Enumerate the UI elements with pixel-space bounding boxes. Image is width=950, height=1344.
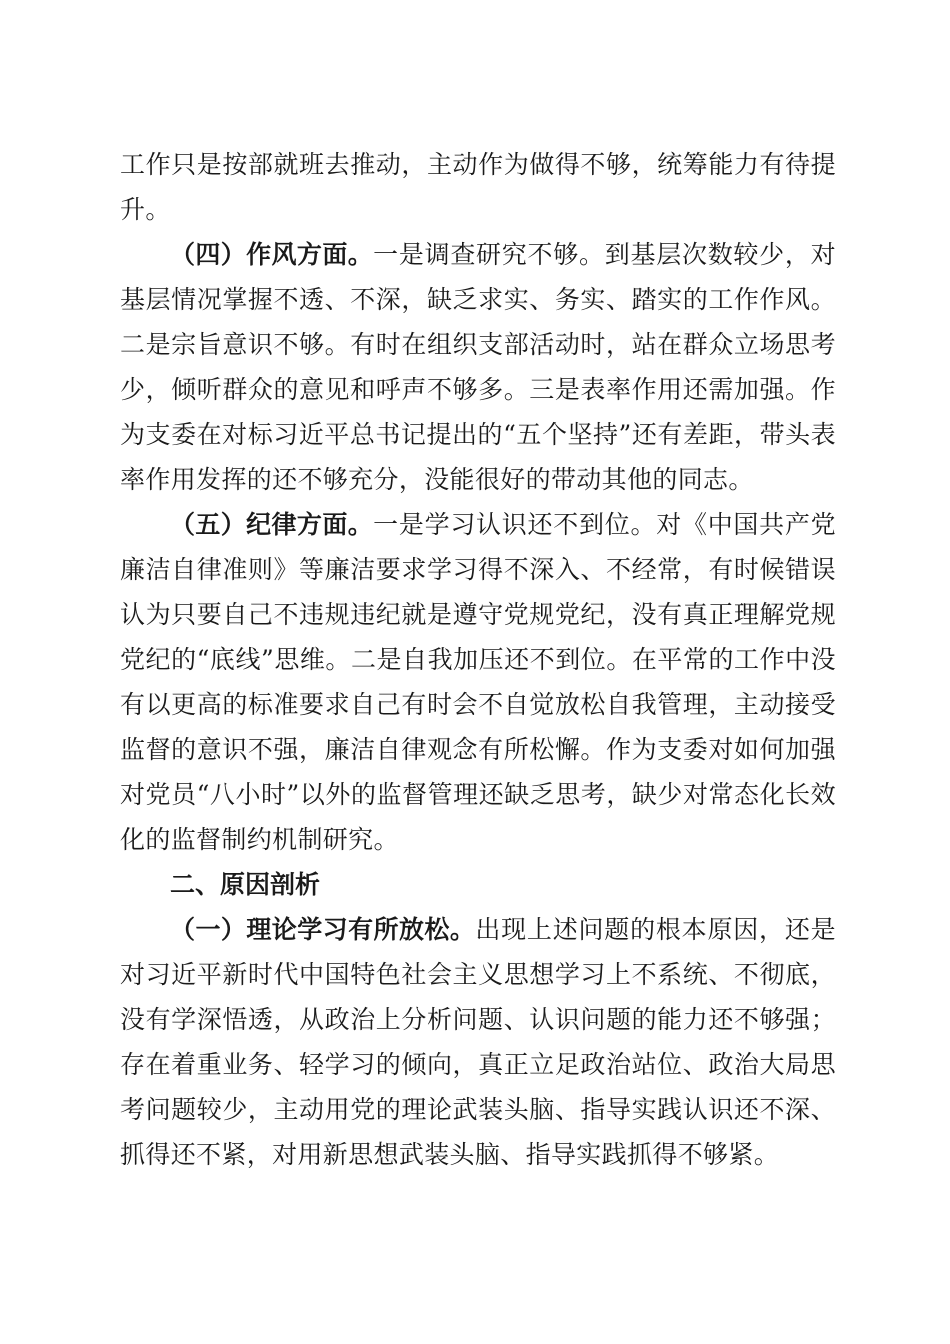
paragraph-lead: （五）纪律方面。 (170, 510, 374, 539)
paragraph-text: 一是调查研究不够。到基层次数较少，对基层情况掌握不透、不深，缺乏求实、务实、踏实的工作作风。二是宗旨意识不够。有时在组织支部活动时，站在群众立场思考少，倾听群众的意见和呼声不够多。三是表率作用还需加强。作为支委在对标习近平总书记提出的“五个坚持”还有差距，带头表率作用发挥的还不够充分，没能很好的带动其他的同志。 (120, 240, 836, 494)
section-heading: 二、原因剖析 (170, 870, 321, 899)
paragraph-discipline (120, 502, 836, 862)
paragraph-continuation (120, 142, 836, 232)
paragraph-lead: （一）理论学习有所放松。 (170, 915, 476, 944)
paragraph-theory-study (120, 907, 836, 1177)
paragraph-lead: （四）作风方面。 (170, 240, 374, 269)
paragraph-text: 一是学习认识还不到位。对《中国共产党廉洁自律准则》等廉洁要求学习得不深入、不经常，有时候错误认为只要自己不违规违纪就是遵守党规党纪，没有真正理解党规党纪的“底线”思维。二是自我加压还不到位。在平常的工作中没有以更高的标准要求自己有时会不自觉放松自我管理，主动接受监督的意识不强，廉洁自律观念有所松懈。作为支委对如何加强对党员“八小时”以外的监督管理还缺乏思考，缺少对常态化长效化的监督制约机制研究。 (120, 510, 836, 854)
document-body (120, 142, 836, 1177)
paragraph-style (120, 232, 836, 502)
paragraph-text: 工作只是按部就班去推动，主动作为做得不够，统筹能力有待提升。 (120, 150, 836, 224)
paragraph-text: 出现上述问题的根本原因，还是对习近平新时代中国特色社会主义思想学习上不系统、不彻底，没有学深悟透，从政治上分析问题、认识问题的能力还不够强；存在着重业务、轻学习的倾向，真正立足政治站位、政治大局思考问题较少，主动用党的理论武装头脑、指导实践认识还不深、抓得还不紧，对用新思想武装头脑、指导实践抓得不够紧。 (120, 915, 836, 1169)
